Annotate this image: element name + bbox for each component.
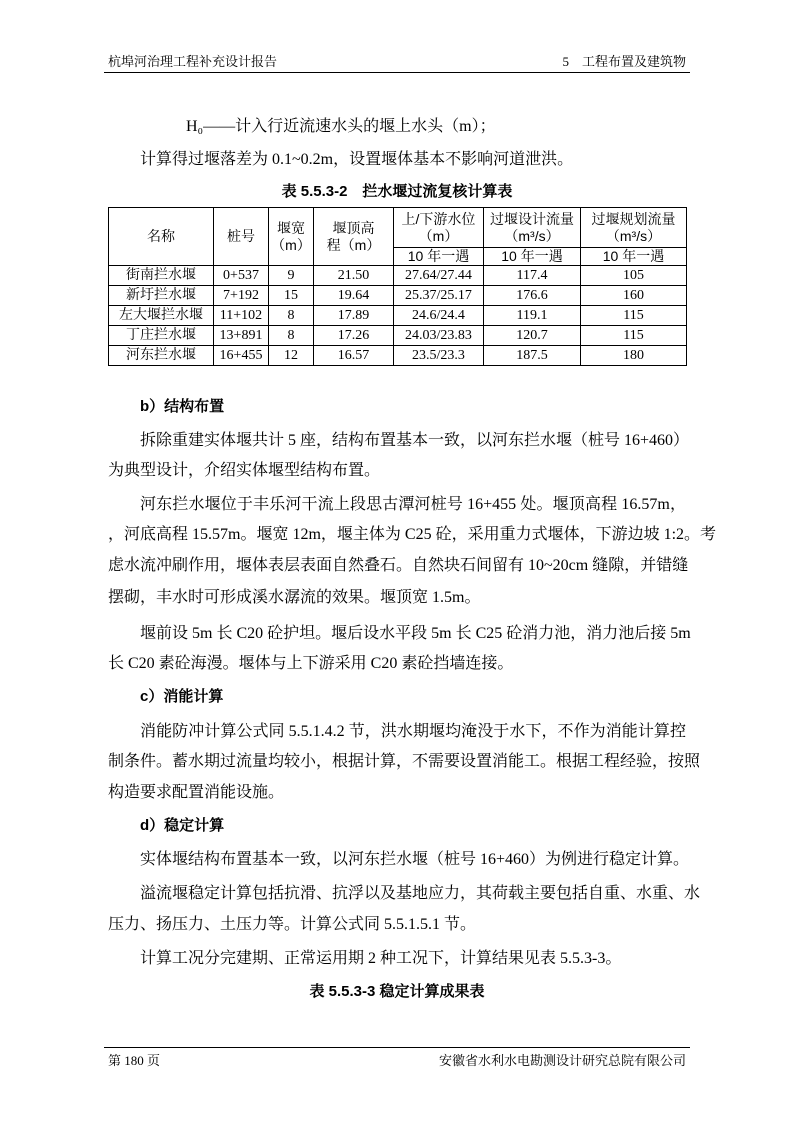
table-cell: 24.6/24.4 [394,306,484,326]
column-header-name: 名称 [109,208,214,266]
table-cell: 12 [269,346,314,366]
report-title: 杭埠河治理工程补充设计报告 [108,54,278,69]
table-row [109,306,687,326]
table-cell: 11+102 [214,306,269,326]
table-cell: 19.64 [314,286,394,306]
table-cell: 8 [269,306,314,326]
paragraph-line: 构造要求配置消能设施。 [108,784,285,801]
table-cell: 27.64/27.44 [394,266,484,286]
paragraph-line: 虑水流冲刷作用，堰体表层表面自然叠石。自然块石间留有 10~20cm 缝隙，并错缝 [108,557,689,574]
column-header-planned-flow: 过堰规划流量 （m³/s） [581,208,687,248]
table-cell: 180 [581,346,687,366]
section-heading-structure: b）结构布置 [140,398,225,415]
paragraph-line: 堰前设 5m 长 C20 砼护坦。堰后设水平段 5m 长 C25 砼消力池，消力池后接 5m [140,625,691,642]
column-header-crest: 堰顶高 程（m） [314,208,394,266]
paragraph-line: 摆砌，丰水时可形成溪水潺流的效果。堰顶宽 1.5m。 [108,589,481,606]
table-cell: 9 [269,266,314,286]
weir-flow-table [108,207,687,366]
header-rule [104,72,690,73]
table-row [109,266,687,286]
paragraph-line: 为典型设计，介绍实体堰型结构布置。 [108,462,381,479]
table-caption: 表 5.5.3-3 稳定计算成果表 [309,983,485,1000]
column-header-design-flow: 过堰设计流量 （m³/s） [484,208,581,248]
table-cell: 河东拦水堰 [109,346,214,366]
paragraph-line: 实体堰结构布置基本一致，以河东拦水堰（桩号 16+460）为例进行稳定计算。 [140,851,690,868]
table-cell: 16.57 [314,346,394,366]
page-number: 第 180 页 [108,1053,161,1068]
table-cell: 左大堰拦水堰 [109,306,214,326]
paragraph-line: 拆除重建实体堰共计 5 座，结构布置基本一致，以河东拦水堰（桩号 16+460） [140,432,690,449]
column-header-station: 桩号 [214,208,269,266]
table-cell: 15 [269,286,314,306]
table-cell: 115 [581,326,687,346]
paragraph-line: 河东拦水堰位于丰乐河干流上段思古潭河桩号 16+455 处。堰顶高程 16.57m， [140,496,686,513]
result-line: 计算得过堰落差为 0.1~0.2m，设置堰体基本不影响河道泄洪。 [140,151,574,168]
table-cell: 16+455 [214,346,269,366]
frequency-label: 10 年一遇 [581,248,687,266]
table-cell: 8 [269,326,314,346]
frequency-label: 10 年一遇 [484,248,581,266]
footer-rule [104,1047,690,1048]
table-cell: 街南拦水堰 [109,266,214,286]
table-cell: 117.4 [484,266,581,286]
section-heading-stability: d）稳定计算 [140,817,225,834]
table-cell: 115 [581,306,687,326]
table-cell: 17.89 [314,306,394,326]
paragraph-line: ，河底高程 15.57m。堰宽 12m，堰主体为 C25 砼，采用重力式堰体，下游边坡 1:2。考 [108,526,717,543]
paragraph-line: 溢流堰稳定计算包括抗滑、抗浮以及基地应力，其荷载主要包括自重、水重、水 [140,885,701,902]
table-row [109,346,687,366]
paragraph-line: 长 C20 素砼海漫。堰体与上下游采用 C20 素砼挡墙连接。 [108,655,514,672]
paragraph-line: 计算工况分完建期、正常运用期 2 种工况下，计算结果见表 5.5.3-3。 [140,950,622,967]
table-cell: 160 [581,286,687,306]
table-cell: 13+891 [214,326,269,346]
formula-note: H₀——计入行近流速水头的堰上水头（m）； [186,118,496,135]
table-caption: 表 5.5.3-2 拦水堰过流复核计算表 [281,183,513,200]
table-cell: 25.37/25.17 [394,286,484,306]
column-header-water-level: 上/下游水位 （m） [394,208,484,248]
table-cell: 176.6 [484,286,581,306]
paragraph-line: 制条件。蓄水期过流量均较小，根据计算，不需要设置消能工。根据工程经验，按照 [108,753,701,770]
company-name: 安徽省水利水电勘测设计研究总院有限公司 [438,1053,686,1068]
table-header-row [109,208,687,248]
chapter-title: 5 工程布置及建筑物 [562,54,686,69]
frequency-label: 10 年一遇 [394,248,484,266]
section-heading-energy-dissipation: c）消能计算 [140,688,224,705]
table-cell: 丁庄拦水堰 [109,326,214,346]
table-cell: 24.03/23.83 [394,326,484,346]
table-cell: 105 [581,266,687,286]
table-row [109,286,687,306]
table-cell: 新圩拦水堰 [109,286,214,306]
table-cell: 187.5 [484,346,581,366]
table-cell: 23.5/23.3 [394,346,484,366]
table-cell: 21.50 [314,266,394,286]
table-cell: 119.1 [484,306,581,326]
column-header-width: 堰宽 （m） [269,208,314,266]
table-cell: 7+192 [214,286,269,306]
paragraph-line: 压力、扬压力、土压力等。计算公式同 5.5.1.5.1 节。 [108,916,477,933]
table-cell: 0+537 [214,266,269,286]
paragraph-line: 消能防冲计算公式同 5.5.1.4.2 节，洪水期堰均淹没于水下，不作为消能计算控 [140,723,686,740]
table-cell: 120.7 [484,326,581,346]
table-row [109,326,687,346]
table-cell: 17.26 [314,326,394,346]
